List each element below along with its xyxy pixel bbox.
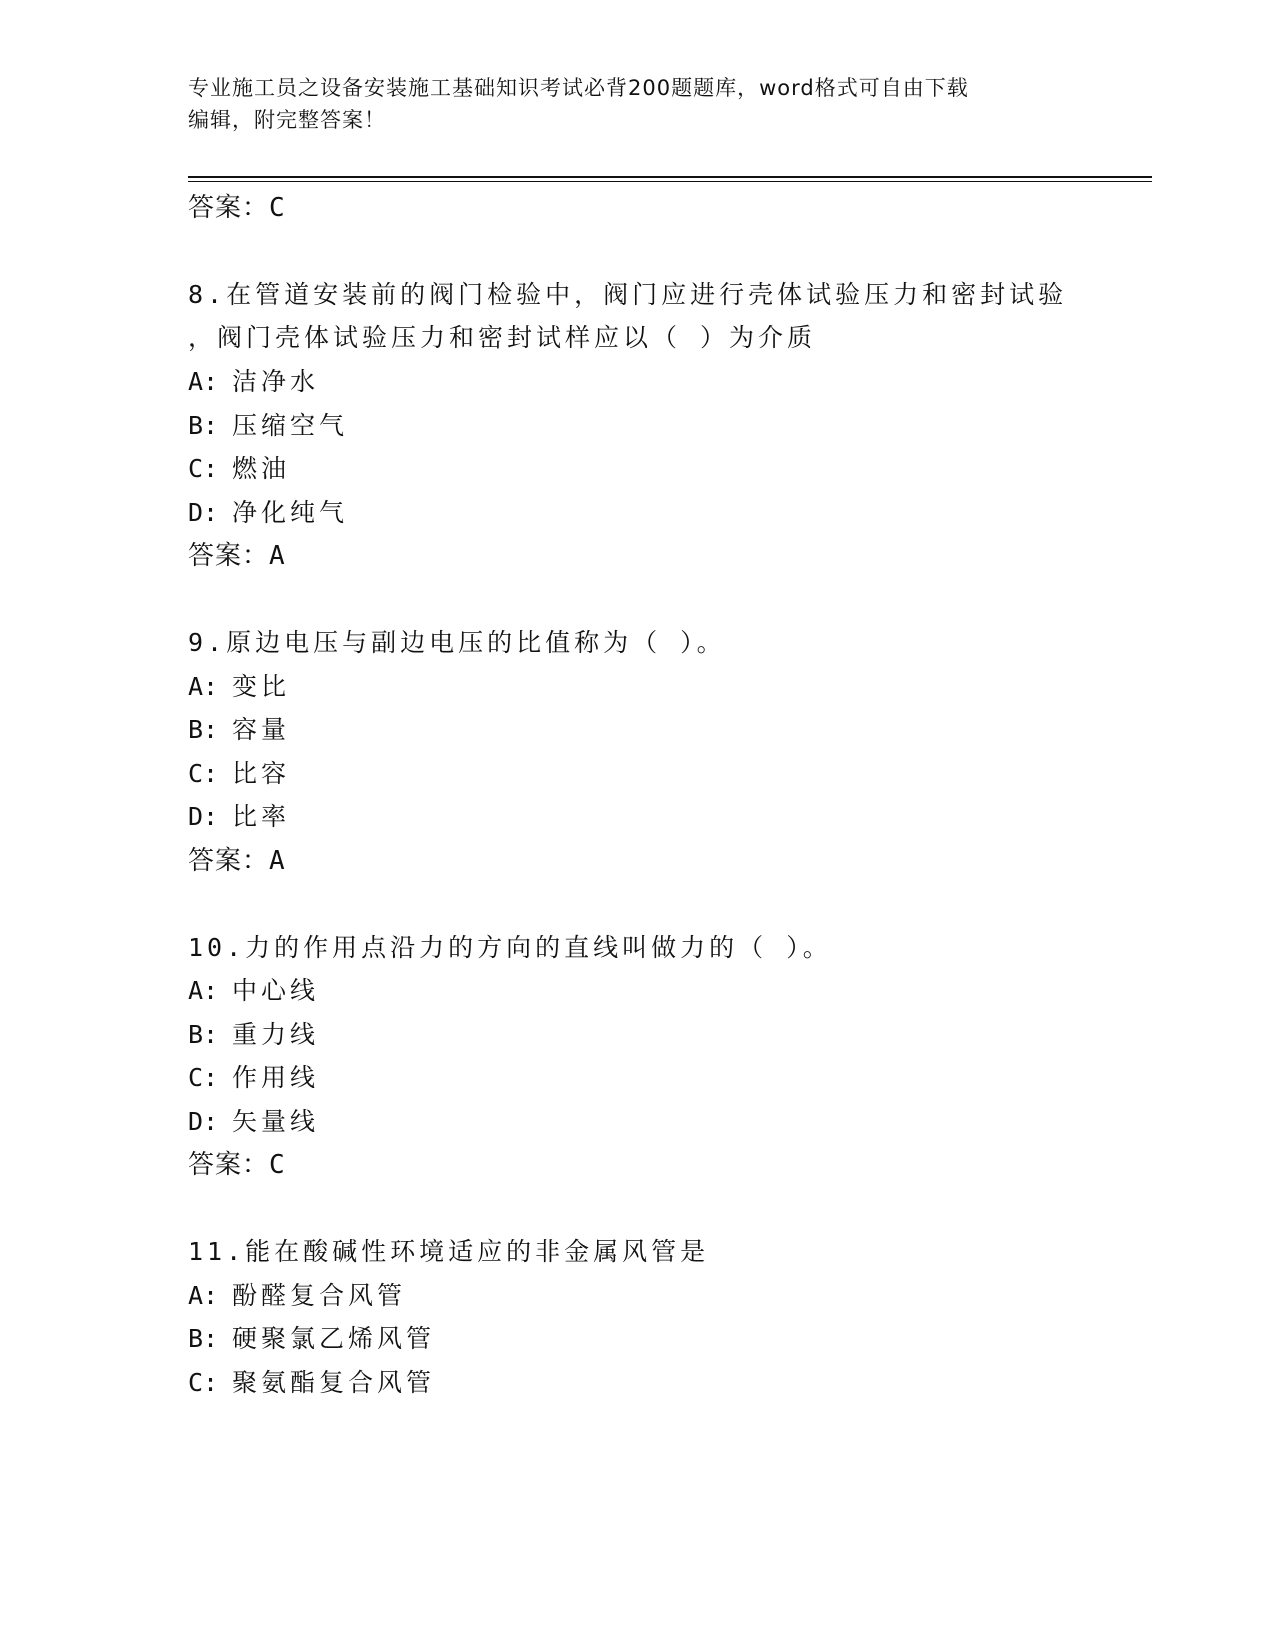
question-9-option-b — [188, 714, 290, 746]
option-text: 容量 — [232, 715, 291, 744]
question-10-option-b — [188, 1019, 319, 1051]
option-text: 压缩空气 — [232, 411, 349, 440]
option-text: 比容 — [232, 759, 291, 788]
question-10-option-c — [188, 1062, 319, 1094]
option-letter: D: — [188, 802, 219, 831]
question-9-option-c — [188, 758, 290, 790]
option-letter: A: — [188, 672, 219, 701]
question-8-text-line-2: ，阀门壳体试验压力和密封试样应以（ ）为介质 — [188, 323, 817, 352]
option-text: 变比 — [232, 672, 291, 701]
option-letter: A: — [188, 976, 219, 1005]
document-header — [188, 72, 1068, 136]
option-letter: B: — [188, 1020, 219, 1049]
option-text: 燃油 — [232, 454, 291, 483]
option-text: 聚氨酯复合风管 — [232, 1368, 436, 1397]
answer-value: A — [269, 541, 286, 571]
option-text: 洁净水 — [232, 367, 320, 396]
question-8-option-d — [188, 497, 348, 529]
answer-value: A — [269, 846, 286, 876]
question-11-option-c — [188, 1367, 435, 1399]
option-text: 中心线 — [232, 976, 320, 1005]
question-11-option-a — [188, 1280, 406, 1312]
question-9-answer — [188, 845, 286, 877]
header-title-line-2: 编辑，附完整答案！ — [188, 108, 386, 132]
question-10-answer — [188, 1149, 286, 1181]
question-8-text-line-1: 8.在管道安装前的阀门检验中，阀门应进行壳体试验压力和密封试验 — [188, 280, 1068, 309]
option-text: 重力线 — [232, 1020, 320, 1049]
option-letter: A: — [188, 367, 219, 396]
option-text: 净化纯气 — [232, 498, 349, 527]
option-text: 硬聚氯乙烯风管 — [232, 1324, 436, 1353]
option-letter: B: — [188, 715, 219, 744]
option-letter: D: — [188, 1107, 219, 1136]
answer-line-prev — [188, 192, 286, 224]
option-letter: A: — [188, 1281, 219, 1310]
answer-label: 答案： — [188, 193, 270, 223]
option-letter: C: — [188, 1063, 219, 1092]
question-9-option-d — [188, 801, 290, 833]
option-text: 比率 — [232, 802, 291, 831]
question-10-text: 10.力的作用点沿力的方向的直线叫做力的（ ）。 — [188, 933, 832, 962]
option-text: 作用线 — [232, 1063, 320, 1092]
question-10-option-a — [188, 975, 319, 1007]
header-divider-thin — [188, 181, 1152, 182]
option-text: 酚醛复合风管 — [232, 1281, 407, 1310]
answer-value: C — [269, 193, 286, 223]
question-10-option-d — [188, 1106, 319, 1138]
option-text: 矢量线 — [232, 1107, 320, 1136]
option-letter: B: — [188, 1324, 219, 1353]
answer-label: 答案： — [188, 541, 270, 571]
header-title-line-1: 专业施工员之设备安装施工基础知识考试必背200题题库，word格式可自由下载 — [188, 76, 969, 100]
option-letter: C: — [188, 1368, 219, 1397]
question-8-option-c — [188, 453, 290, 485]
question-11-text: 11.能在酸碱性环境适应的非金属风管是 — [188, 1237, 710, 1266]
question-9-text: 9.原边电压与副边电压的比值称为（ ）。 — [188, 628, 726, 657]
question-8-option-b — [188, 410, 348, 442]
option-letter: C: — [188, 454, 219, 483]
answer-label: 答案： — [188, 846, 270, 876]
option-letter: C: — [188, 759, 219, 788]
option-letter: D: — [188, 498, 219, 527]
question-11-option-b — [188, 1323, 435, 1355]
answer-value: C — [269, 1150, 286, 1180]
header-divider-thick — [188, 176, 1152, 178]
option-letter: B: — [188, 411, 219, 440]
answer-label: 答案： — [188, 1150, 270, 1180]
question-8-option-a — [188, 366, 319, 398]
question-8-answer — [188, 540, 286, 572]
question-9-option-a — [188, 671, 290, 703]
